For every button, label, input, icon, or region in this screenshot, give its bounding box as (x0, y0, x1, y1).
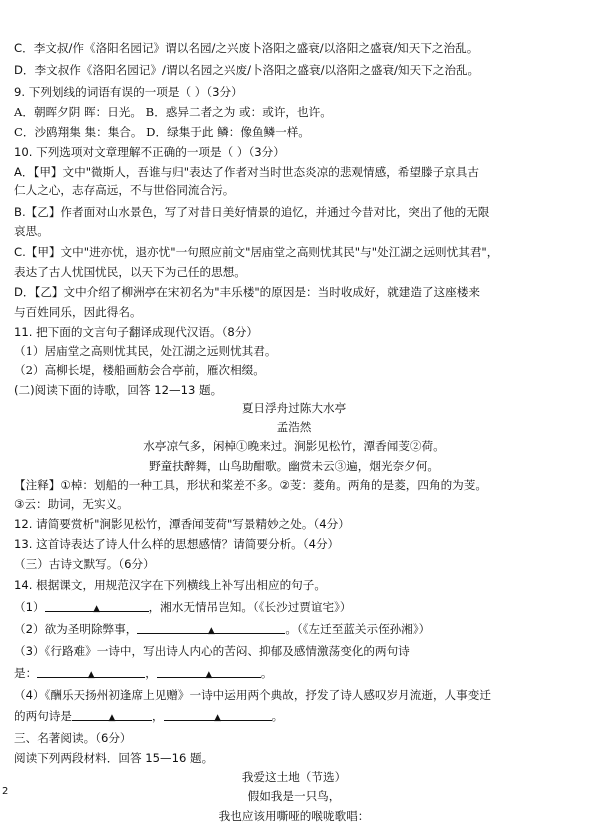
question-9-options-ab: A．朝晖夕阴 晖：日光。 B．惑异二者之为 或：或许，也许。 (14, 105, 332, 119)
triangle-marker: ▲ (108, 713, 116, 723)
question-14-item2 (14, 621, 596, 637)
poem-notes-line2: ③云：助词，无实义。 (14, 497, 129, 511)
section-4-heading: 三、名著阅读。（6分） (14, 731, 132, 745)
section-2-heading: (二)阅读下面的诗歌，回答 12—13 题。 (14, 383, 223, 397)
question-10-d-line2: 与百姓同乐，因此得名。 (14, 305, 142, 319)
question-14-item1 (14, 599, 596, 615)
question-11-item1: （1）居庙堂之高则忧其民，处江湖之远则忧其君。 (14, 344, 277, 358)
question-11-item2: （2）高柳长堤，楼船画舫会合亭前，雁次相缀。 (14, 363, 265, 377)
question-14: 14. 根据课文，用规范汉字在下列横线上补写出相应的句子。 (14, 578, 326, 592)
answer-blank-1[interactable] (45, 599, 149, 612)
triangle-marker: ▲ (87, 670, 95, 680)
answer-blank-2[interactable] (137, 621, 285, 634)
question-10-b-line1: B.【乙】作者面对山水景色，写了对昔日美好情景的追忆，并通过今昔对比，突出了他的无限 (14, 205, 490, 219)
period-terminator: 。 (271, 709, 284, 723)
question-10-a-line2: 仁人之心，志存高远，不与世俗同流合污。 (14, 183, 235, 197)
reading-poem-line-1: 假如我是一只鸟， (247, 789, 341, 803)
answer-blank-3a[interactable] (37, 665, 145, 678)
answer-blank-4b[interactable] (164, 708, 272, 721)
option-c-line: C．李文叔/作《洛阳名园记》谓以名园/之兴废卜洛阳之盛衰/以洛阳之盛衰/知天下之治乱。 (14, 41, 479, 55)
comma-separator: ， (145, 666, 157, 680)
question-12: 12. 请简要赏析"涧影见松竹，潭香闻芰荷"写景精妙之处。（4分） (14, 517, 350, 531)
question-14-item3-line2 (14, 665, 596, 681)
question-14-item4-line2 (14, 708, 596, 724)
question-10-a-line1: A．【甲】文中"微斯人，吾谁与归"表达了作者对当时世态炎凉的悲观情感，希望滕子京具古 (14, 165, 479, 179)
poem-title: 夏日浮舟过陈大水亭 (241, 401, 347, 415)
comma-separator: ， (151, 709, 164, 723)
poem-notes-line1: 【注释】①棹：划船的一种工具，形状和桨差不多。②芰：菱角。两角的是菱，四角的为芰。 (14, 478, 487, 492)
q14-3-prefix: 是： (14, 666, 38, 680)
reading-poem-line-2: 我也应该用嘶哑的喉咙歌唱： (218, 809, 370, 823)
poem-line-2: 野童扶醉舞，山鸟助酣歌。幽赏未云③遍，烟光奈夕何。 (149, 459, 439, 473)
poem-author: 孟浩然 (276, 420, 312, 434)
triangle-marker: ▲ (214, 713, 222, 723)
question-14-item3-line1: （3）《行路难》一诗中，写出诗人内心的苦闷、抑郁及感情激荡变化的两句诗 (14, 644, 410, 658)
q14-1-suffix: ，湘水无情吊岂知。（《长沙过贾谊宅》） (148, 600, 352, 614)
question-9: 9. 下列划线的词语有误的一项是（ ）（3分） (14, 85, 243, 99)
question-10: 10. 下列选项对文章理解不正确的一项是（ ）（3分） (14, 145, 285, 159)
q14-2-suffix: 。（《左迁至蓝关示侄孙湘》） (285, 622, 431, 636)
reading-poem-title: 我爱这土地（节选） (241, 770, 347, 784)
poem-line-1: 水亭凉气多，闲棹①晚来过。涧影见松竹，潭香闻芰②荷。 (143, 439, 445, 453)
question-10-b-line2: 哀思。 (14, 224, 49, 238)
page-number: 2 (2, 786, 9, 797)
triangle-marker: ▲ (207, 626, 215, 636)
question-10-c-line1: C.【甲】文中"进亦忧，退亦忧"一句照应前文"居庙堂之高则忧其民"与"处江湖之远则忧其君"， (14, 245, 499, 259)
question-13: 13. 这首诗表达了诗人什么样的思想感情？请简要分析。（4分） (14, 537, 340, 551)
period-terminator: 。 (260, 666, 273, 680)
q14-4-prefix: 的两句诗是 (14, 709, 72, 723)
section-3-heading: （三）古诗文默写。（6分） (14, 557, 155, 571)
answer-blank-4a[interactable] (72, 708, 152, 721)
triangle-marker: ▲ (93, 604, 101, 614)
question-10-d-line1: D．【乙】文中介绍了柳洲亭在宋初名为"丰乐楼"的原因是：当时收成好，就建造了这座楼来 (14, 285, 480, 299)
q14-1-prefix: （1） (14, 600, 45, 614)
question-11: 11. 把下面的文言句子翻译成现代汉语。（8分） (14, 325, 258, 339)
section-4-intro: 阅读下列两段材料．回答 15—16 题。 (14, 751, 214, 765)
question-14-item4-line1: （4）《酬乐天扬州初逢席上见赠》一诗中运用两个典故，抒发了诗人感叹岁月流逝，人事变迁 (14, 688, 491, 702)
question-9-options-cd: C．沙鸥翔集 集：集合。 D．绿集于此 鳞：像鱼鳞一样。 (14, 125, 310, 139)
question-10-c-line2: 表达了古人忧国忧民，以天下为己任的思想。 (14, 265, 246, 279)
q14-2-prefix: （2）欲为圣明除弊事， (14, 622, 138, 636)
option-d-line: D．李文叔作《洛阳名园记》/谓以名园之兴废/卜洛阳之盛衰/以洛阳之盛衰/知天下之治乱。 (14, 63, 480, 77)
triangle-marker: ▲ (205, 670, 213, 680)
answer-blank-3b[interactable] (157, 665, 261, 678)
